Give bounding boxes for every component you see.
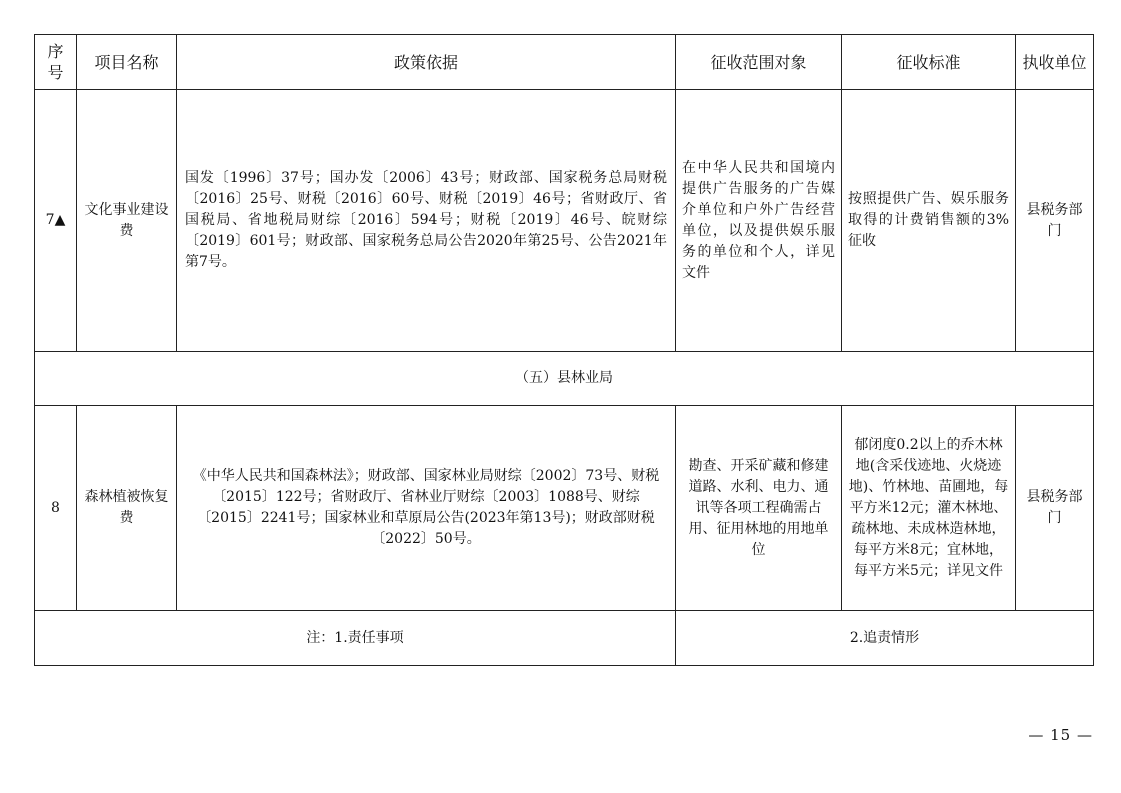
table-row xyxy=(35,406,1094,611)
table-header-row xyxy=(35,35,1094,90)
table-row xyxy=(35,90,1094,352)
row-name: 文化事业建设费 xyxy=(77,90,177,352)
row-unit: 县税务部门 xyxy=(1016,406,1094,611)
row-no: 8 xyxy=(35,406,77,611)
row-name: 森林植被恢复费 xyxy=(77,406,177,611)
row-scope: 勘查、开采矿藏和修建道路、水利、电力、通讯等各项工程确需占用、征用林地的用地单位 xyxy=(676,406,842,611)
note-left: 注：1.责任事项 xyxy=(35,611,676,666)
row-basis: 国发〔1996〕37号；国办发〔2006〕43号；财政部、国家税务总局财税〔2016〕25号、财税〔2016〕60号、财税〔2019〕46号；省财政厅、省国税局、省地税局财综〔2016〕594号；财税〔2019〕46号、皖财综〔2019〕601号；财政部、国家税务总局公告2020年第25号、公告2021年第7号。 xyxy=(177,90,676,352)
header-unit: 执收单位 xyxy=(1016,35,1094,90)
section-title: （五）县林业局 xyxy=(35,352,1094,406)
header-no: 序号 xyxy=(35,35,77,90)
page-number: — 15 — xyxy=(1028,726,1093,744)
note-right: 2.追责情形 xyxy=(676,611,1094,666)
header-basis: 政策依据 xyxy=(177,35,676,90)
section-row xyxy=(35,352,1094,406)
row-unit: 县税务部门 xyxy=(1016,90,1094,352)
row-basis: 《中华人民共和国森林法》；财政部、国家林业局财综〔2002〕73号、财税〔2015〕122号；省财政厅、省林业厅财综〔2003〕1088号、财综〔2015〕2241号；国家林业和草原局公告(2023年第13号)；财政部财税〔2022〕50号。 xyxy=(177,406,676,611)
row-no: 7▲ xyxy=(35,90,77,352)
row-scope: 在中华人民共和国境内提供广告服务的广告媒介单位和户外广告经营单位，以及提供娱乐服务的单位和个人，详见文件 xyxy=(676,90,842,352)
header-scope: 征收范围对象 xyxy=(676,35,842,90)
header-standard: 征收标准 xyxy=(842,35,1016,90)
fee-table xyxy=(34,34,1094,666)
row-standard: 按照提供广告、娱乐服务取得的计费销售额的3%征收 xyxy=(842,90,1016,352)
note-row xyxy=(35,611,1094,666)
header-name: 项目名称 xyxy=(77,35,177,90)
row-standard: 郁闭度0.2以上的乔木林地(含采伐迹地、火烧迹地)、竹林地、苗圃地，每平方米12元；灌木林地、疏林地、未成林造林地，每平方米8元；宜林地，每平方米5元；详见文件 xyxy=(842,406,1016,611)
